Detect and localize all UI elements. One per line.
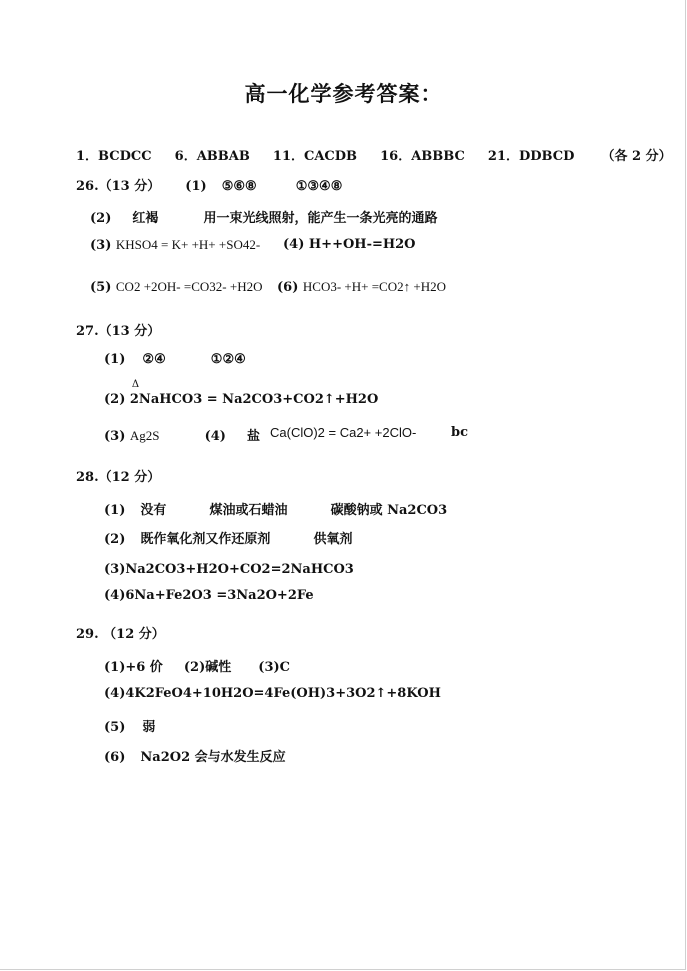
q26-p3-equation: KHSO4 = K+ +H+ +SO42- [115, 237, 261, 252]
q27-row-3c [451, 425, 468, 440]
mc-group-3: 11．CACDB [272, 149, 358, 164]
page-title: 高一化学参考答案： [244, 81, 443, 106]
q28-p2-label: (2) [104, 532, 126, 547]
mc-group-5: 21．DDBCD [487, 149, 575, 164]
q26-p2-label: (2) [90, 211, 112, 226]
q26-header: 26.（13 分） [76, 179, 161, 194]
q29-p2: (2)碱性 [183, 660, 232, 675]
q26-row-1 [76, 175, 342, 194]
q27-row-3b [270, 425, 416, 441]
q28-p2-answer-a: 既作氧化剂又作还原剂 [140, 532, 271, 547]
q26-p3-label: (3) [90, 238, 112, 253]
q27-p2-equation: 2NaHCO3 = Na2CO3+CO2↑+H2O [129, 392, 379, 407]
mc-group-1: 1．BCDCC [76, 149, 152, 164]
q27-p4-answer-a: 盐 [247, 429, 261, 444]
q27-p3-label: (3) [104, 429, 126, 444]
q28-p1-label: (1) [104, 503, 126, 518]
q29-row-5 [104, 716, 155, 735]
q28-p3: (3)Na2CO3+H2O+CO2=2NaHCO3 [104, 562, 354, 577]
q26-p2-answer-a: 红褐 [132, 211, 159, 226]
q27-p2-label: (2) [104, 392, 126, 407]
q28-p1-answer-a: 没有 [140, 503, 167, 518]
q27-p4-equation: Ca(ClO)2 = Ca2+ +2ClO- [270, 425, 417, 440]
q29-header: 29. （12 分） [76, 627, 165, 642]
q26-p4-equation: H++OH-=H2O [308, 237, 416, 252]
q28-p2-answer-b: 供氧剂 [313, 532, 353, 547]
q27-p1-answer-a: ②④ [142, 352, 166, 367]
q29-row-6 [104, 746, 286, 765]
q27-header: 27.（13 分） [76, 324, 161, 339]
q28-p4: (4)6Na+Fe2O3 =3Na2O+2Fe [104, 588, 314, 603]
q27-row-2 [104, 379, 379, 407]
q27-row-1 [104, 352, 246, 367]
q27-p1-answer-b: ①②④ [210, 352, 246, 367]
q29-p3: (3)C [258, 660, 290, 675]
q29-p6-answer: Na2O2 会与水发生反应 [140, 750, 286, 765]
q28-row-1 [104, 499, 447, 518]
q28-row-2 [104, 528, 353, 547]
q29-row-1 [104, 656, 290, 675]
mc-group-4: 16．ABBBC [380, 149, 465, 164]
q28-p1-answer-c: 碳酸钠或 Na2CO3 [330, 503, 448, 518]
q28-header: 28.（12 分） [76, 470, 161, 485]
q27-p4-answer-b: bc [451, 425, 469, 440]
q26-p6-equation: HCO3- +H+ =CO2↑ +H2O [302, 279, 446, 294]
q26-p5-label: (5) [90, 280, 112, 295]
q27-row-3 [104, 425, 260, 444]
q29-p4: (4)4K2FeO4+10H2O=4Fe(OH)3+3O2↑+8KOH [104, 686, 441, 701]
q26-p5-equation: CO2 +2OH- =CO32- +H2O [115, 279, 263, 294]
q26-row-3 [90, 237, 260, 253]
q26-row-4 [90, 279, 262, 295]
mc-group-2: 6．ABBAB [174, 149, 250, 164]
q26-p4-label: (4) [283, 237, 305, 252]
q26-p1-label: (1) [185, 179, 207, 194]
q26-p1-answer-a: ⑤⑥⑧ [221, 179, 257, 194]
q29-p5-label: (5) [104, 720, 126, 735]
q29-p6-label: (6) [104, 750, 126, 765]
q26-p6-label: (6) [277, 280, 299, 295]
q27-p3-answer: Ag2S [129, 428, 160, 443]
q29-p5-answer: 弱 [142, 720, 156, 735]
mc-score-note: （各 2 分） [601, 149, 672, 164]
q26-row-2 [90, 207, 438, 226]
q27-p4-label: (4) [204, 429, 226, 444]
mc-answers-row [76, 145, 672, 164]
q26-p2-answer-b: 用一束光线照射，能产生一条光亮的通路 [203, 211, 438, 226]
heat-condition-mark: Δ [131, 379, 140, 390]
q29-p1: (1)+6 价 [104, 660, 163, 675]
q27-p1-label: (1) [104, 352, 126, 367]
q26-row-3b [283, 237, 416, 252]
q26-row-4b [277, 279, 446, 295]
q26-p1-answer-b: ①③④⑧ [295, 179, 343, 194]
q28-p1-answer-b: 煤油或石蜡油 [209, 503, 288, 518]
